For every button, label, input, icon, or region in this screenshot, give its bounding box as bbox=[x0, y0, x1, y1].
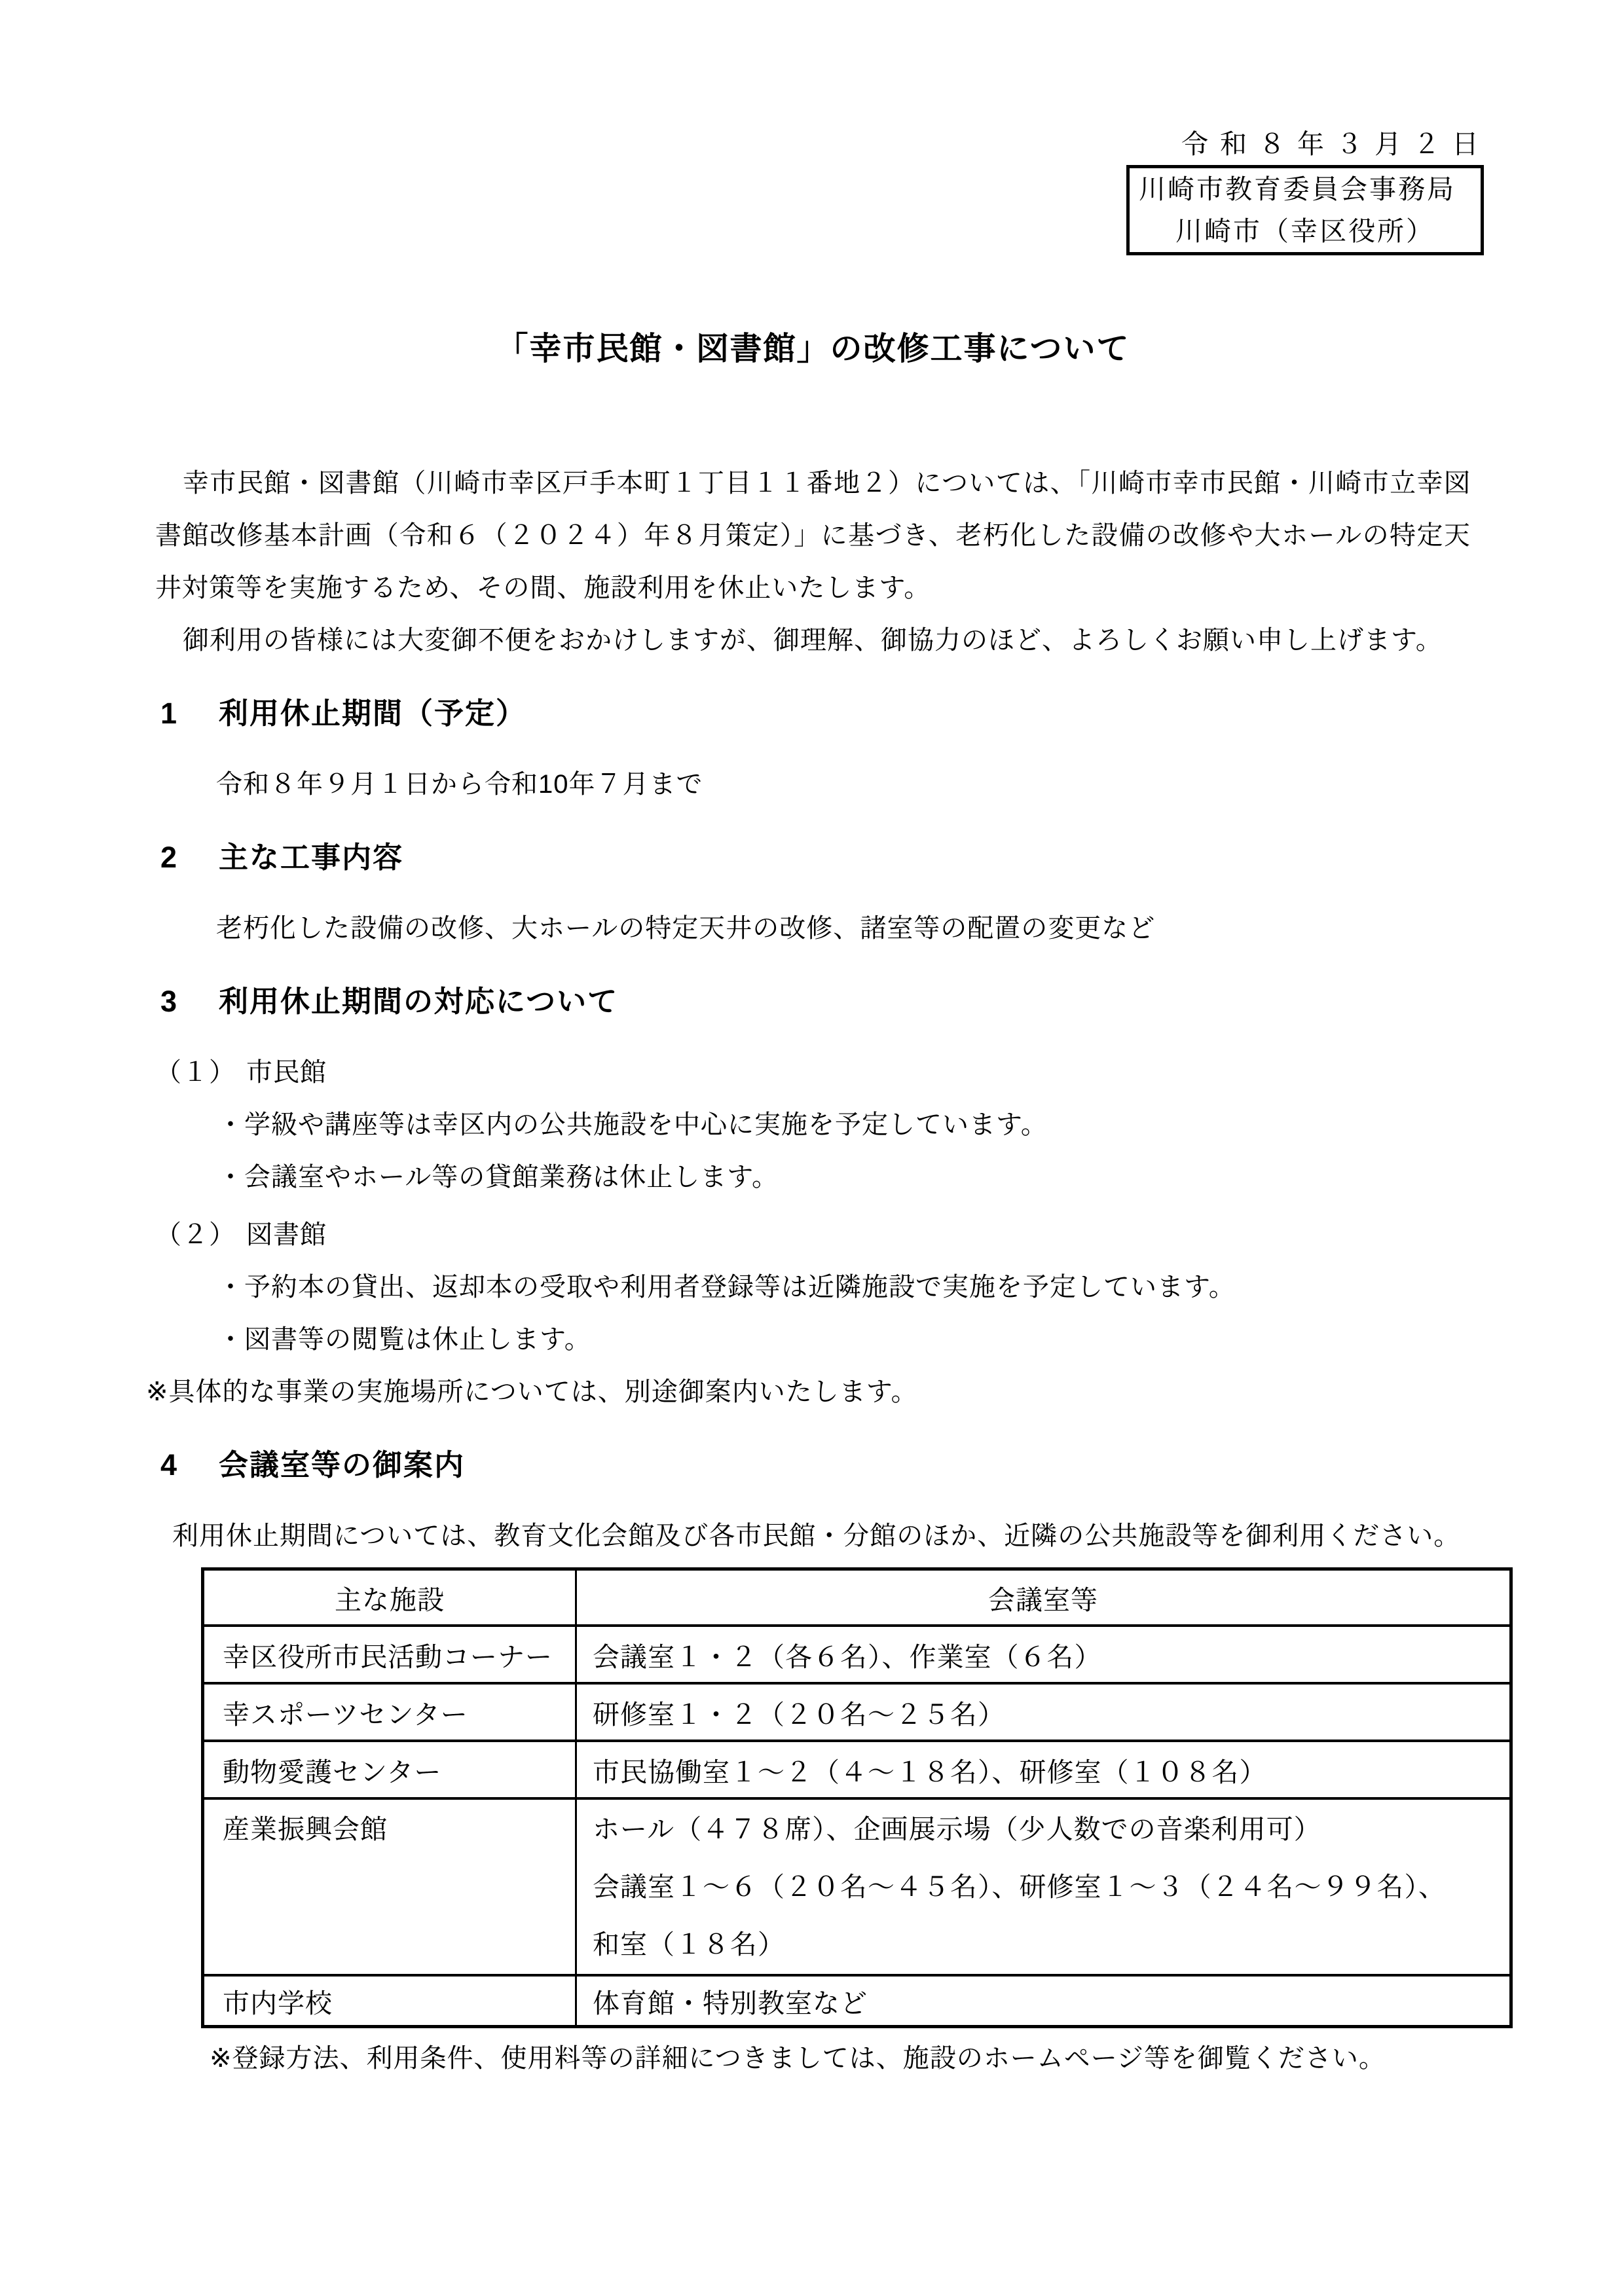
table-header-rooms: 会議室等 bbox=[576, 1569, 1511, 1626]
section-3-note: ※具体的な事業の実施場所については、別途御案内いたします。 bbox=[146, 1377, 918, 1406]
table-footnote: ※登録方法、利用条件、使用料等の詳細につきましては、施設のホームページ等を御覧ください。 bbox=[210, 2044, 1386, 2073]
sender-organization: 川崎市教育委員会事務局 bbox=[1139, 174, 1456, 204]
rooms-line-1: ホール（４７８席）、企画展示場（少人数での音楽利用可） bbox=[593, 1814, 1321, 1844]
section-3-heading bbox=[160, 973, 1471, 1030]
facilities-table bbox=[201, 1567, 1513, 2028]
facility-cell-5: 市内学校 bbox=[203, 1975, 576, 2027]
section-4-heading bbox=[160, 1436, 1471, 1494]
subsection-1-bullet-1: ・学級や講座等は幸区内の公共施設を中心に実施を予定しています。 bbox=[217, 1110, 1048, 1139]
table-header-facility: 主な施設 bbox=[203, 1569, 576, 1626]
rooms-line-3: 和室（１８名） bbox=[593, 1929, 785, 1959]
document-title: 「幸市民館・図書館」の改修工事について bbox=[496, 331, 1130, 367]
section-2-number: 2 bbox=[160, 841, 179, 874]
facility-cell-3: 動物愛護センター bbox=[203, 1741, 576, 1798]
section-2-body: 老朽化した設備の改修、大ホールの特定天井の改修、諸室等の配置の変更など bbox=[216, 914, 1156, 943]
sender-box bbox=[1126, 165, 1484, 255]
section-4-lead: 利用休止期間については、教育文化会館及び各市民館・分館のほか、近隣の公共施設等を御利用ください。 bbox=[172, 1522, 1461, 1550]
facility-cell-2: 幸スポーツセンター bbox=[203, 1683, 576, 1741]
subsection-1-bullet-2: ・会議室やホール等の貸館業務は休止します。 bbox=[217, 1163, 779, 1192]
subsection-1-title: 市民館 bbox=[246, 1058, 327, 1087]
subsection-1-label: （１） bbox=[155, 1058, 236, 1087]
rooms-cell-3: 市民協働室１～２（４～１８名）、研修室（１０８名） bbox=[576, 1741, 1511, 1798]
section-2-title: 主な工事内容 bbox=[219, 841, 404, 874]
rooms-cell-5: 体育館・特別教室など bbox=[576, 1975, 1511, 2027]
subsection-2-label: （２） bbox=[155, 1220, 236, 1249]
facility-cell-4 bbox=[203, 1798, 576, 1975]
rooms-cell-2: 研修室１・２（２０名～２５名） bbox=[576, 1683, 1511, 1741]
section-3-number: 3 bbox=[160, 985, 179, 1018]
table-header-row bbox=[203, 1569, 1511, 1626]
facility-cell-1: 幸区役所市民活動コーナー bbox=[203, 1626, 576, 1683]
section-4-title: 会議室等の御案内 bbox=[219, 1448, 466, 1482]
table-row-4 bbox=[203, 1798, 1511, 1975]
section-3-title: 利用休止期間の対応について bbox=[219, 985, 619, 1018]
subsection-2-bullet-2: ・図書等の閲覧は休止します。 bbox=[217, 1325, 591, 1354]
intro-paragraph-1: 幸市民館・図書館（川崎市幸区戸手本町１丁目１１番地２）については、「川崎市幸市民館・川崎市立幸図書館改修基本計画（令和６（２０２４）年８月策定）」に基づき、老朽化した設備の改修や大ホールの特定天井対策等を実施するため、その間、施設利用を休止いたします。 bbox=[155, 469, 1471, 602]
rooms-line-2: 会議室１～６（２０名～４５名）、研修室１～３（２４名～９９名）、 bbox=[593, 1872, 1446, 1902]
subsection-2-title: 図書館 bbox=[246, 1220, 327, 1249]
rooms-cell-4 bbox=[576, 1798, 1511, 1975]
rooms-cell-1: 会議室１・２（各６名）、作業室（６名） bbox=[576, 1626, 1511, 1683]
table-row-2 bbox=[203, 1683, 1511, 1741]
section-4-number: 4 bbox=[160, 1448, 179, 1482]
subsection-1-heading bbox=[155, 1046, 1471, 1099]
section-1-title: 利用休止期間（予定） bbox=[219, 697, 527, 730]
facility-name: 産業振興会館 bbox=[223, 1814, 388, 1844]
table-row-5 bbox=[203, 1975, 1511, 2027]
subsection-2-heading bbox=[155, 1209, 1471, 1261]
section-1-body: 令和８年９月１日から令和10年７月まで bbox=[216, 770, 703, 799]
section-2-heading bbox=[160, 829, 1471, 886]
section-1-number: 1 bbox=[160, 697, 179, 730]
intro-paragraph-2: 御利用の皆様には大変御不便をおかけしますが、御理解、御協力のほど、よろしくお願い申し上げます。 bbox=[183, 626, 1443, 655]
table-row-3 bbox=[203, 1741, 1511, 1798]
sender-city: 川崎市（幸区役所） bbox=[1175, 216, 1435, 246]
section-1-heading bbox=[160, 685, 1471, 742]
document-date: 令和８年３月２日 bbox=[1181, 129, 1490, 159]
subsection-2-bullet-1: ・予約本の貸出、返却本の受取や利用者登録等は近隣施設で実施を予定しています。 bbox=[217, 1273, 1236, 1302]
table-row-1 bbox=[203, 1626, 1511, 1683]
sender-row bbox=[155, 165, 1471, 255]
